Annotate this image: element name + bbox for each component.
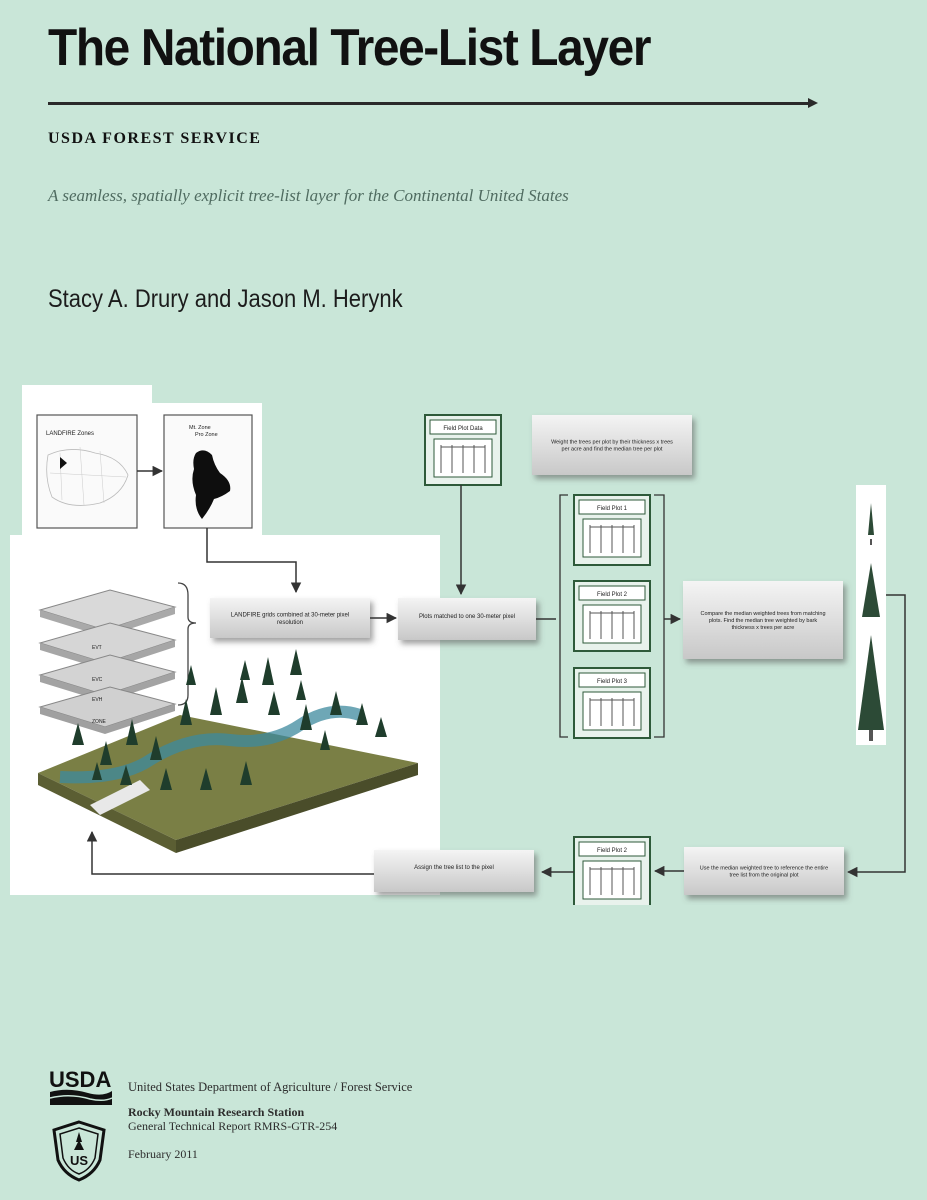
svg-text:Field Plot 2: Field Plot 2 <box>596 592 628 598</box>
svg-text:Mt. Zone: Mt. Zone <box>189 425 211 431</box>
svg-text:Field Plot 2: Field Plot 2 <box>596 848 628 854</box>
tree-icons-column <box>856 485 886 745</box>
zones-map-label: LANDFIRE Zones <box>46 431 95 437</box>
research-station: Rocky Mountain Research Station <box>128 1105 305 1119</box>
field-plot-data-box <box>425 415 501 485</box>
field-plot-1-box <box>574 495 650 565</box>
layer-label: EVC <box>92 677 103 683</box>
title-rule <box>48 102 814 105</box>
landfire-zones-map <box>37 415 137 528</box>
plots-matched-box <box>398 598 536 640</box>
left-brace <box>560 495 568 737</box>
layer-label: ZONE <box>92 719 106 725</box>
svg-text:Field Plot 3: Field Plot 3 <box>596 679 628 685</box>
svg-text:Pro Zone: Pro Zone <box>195 432 218 438</box>
svg-text:Use the median weighted tree t: Use the median weighted tree to reference the entire tree list from the original plot <box>699 865 829 879</box>
authors: Stacy A. Drury and Jason M. Herynk <box>48 285 403 313</box>
svg-text:Plots matched to one 30-meter: Plots matched to one 30-meter pixel <box>418 614 516 620</box>
weight-trees-box <box>532 415 692 475</box>
compare-median-box <box>683 581 843 659</box>
svg-text:LANDFIRE grids combined at 30-: LANDFIRE grids combined at 30-meter pixel resolution <box>230 612 350 626</box>
svg-text:Compare the median weighted tr: Compare the median weighted trees from matching plots. Find the median tree weighted by bark thickness x trees per acre <box>700 611 826 631</box>
svg-text:Field Plot 1: Field Plot 1 <box>596 506 628 512</box>
svg-text:US: US <box>69 1153 89 1168</box>
publication-date: February 2011 <box>128 1147 198 1161</box>
zone-map <box>164 415 252 528</box>
grids-combined-box <box>210 598 370 638</box>
assign-tree-list-box <box>374 850 534 892</box>
svg-text:Assign the tree list to the pi: Assign the tree list to the pixel <box>414 865 494 871</box>
layer-label: EVH <box>92 697 103 703</box>
report-number: General Technical Report RMRS-GTR-254 <box>128 1119 338 1133</box>
usda-logo <box>48 1065 114 1109</box>
right-brace <box>654 495 664 737</box>
title-rule-arrow-icon <box>808 98 818 108</box>
department-name: United States Department of Agriculture / Forest Service <box>128 1080 413 1094</box>
svg-text:Field Plot Data: Field Plot Data <box>443 426 483 432</box>
field-plot-3-box <box>574 668 650 738</box>
forest-service-shield-icon <box>50 1120 108 1182</box>
svg-text:Weight the trees per plot by t: Weight the trees per plot by their thickness x trees per acre and find the median tree per plot <box>551 439 673 453</box>
agency-name: USDA FOREST SERVICE <box>48 130 262 147</box>
field-plot-bottom-box <box>574 837 650 905</box>
svg-text:USDA: USDA <box>49 1067 112 1092</box>
use-median-box <box>684 847 844 895</box>
subtitle: A seamless, spatially explicit tree-list layer for the Continental United States <box>48 186 569 205</box>
layer-label: EVT <box>92 645 102 651</box>
field-plot-2-box <box>574 581 650 651</box>
page-title: The National Tree-List Layer <box>48 19 651 77</box>
methodology-diagram <box>0 385 927 905</box>
